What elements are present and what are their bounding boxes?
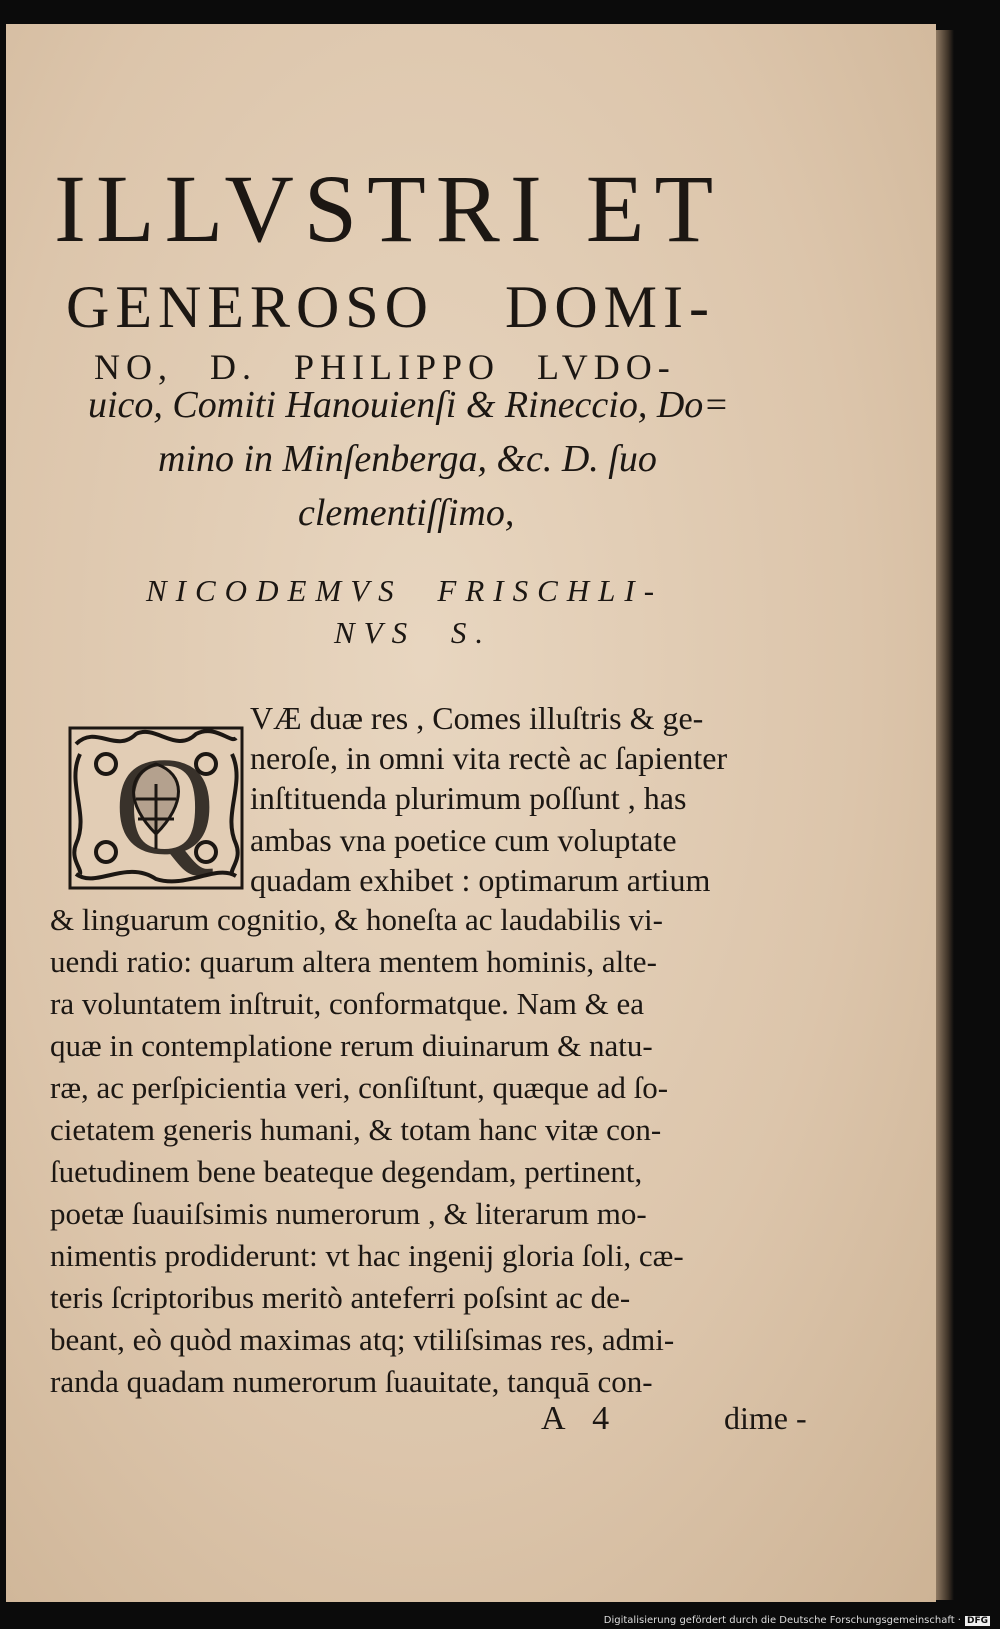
salutation-line-1: NICODEMVS FRISCHLI- xyxy=(146,573,664,608)
body-line-16: beant, eò quòd maximas atq; vtiliſsimas res, admi- xyxy=(50,1322,675,1357)
dfg-logo: DFG xyxy=(966,1616,988,1626)
heading-line-1: ILLVSTRI ET xyxy=(54,155,724,262)
signature-mark: A 4 xyxy=(541,1400,620,1437)
body-line-4: ambas vna poetice cum voluptate xyxy=(250,822,677,858)
body-line-11: cietatem generis humani, & totam hanc vitæ con- xyxy=(50,1112,662,1147)
heading-line-6: clementiſſimo, xyxy=(298,492,515,534)
body-line-6: & linguarum cognitio, & honeſta ac laudabilis vi- xyxy=(50,902,663,937)
heading-line-5: mino in Minſenberga, &c. D. ſuo xyxy=(158,438,657,480)
body-line-14: nimentis prodiderunt: vt hac ingenij gloria ſoli, cæ- xyxy=(50,1238,684,1273)
footer-text: Digitalisierung gefördert durch die Deutsche Forschungsgemeinschaft · xyxy=(603,1615,961,1626)
body-line-17: randa quadam numerorum ſuauitate, tanquā con- xyxy=(50,1364,653,1399)
body-line-10: ræ, ac perſpicientia veri, conſiſtunt, quæque ad ſo- xyxy=(50,1070,669,1105)
body-line-12: ſuetudinem bene beateque degendam, pertinent, xyxy=(50,1154,643,1189)
heading-line-4: uico, Comiti Hanouienſi & Rineccio, Do= xyxy=(88,384,729,426)
body-line-7: uendi ratio: quarum altera mentem hominis, alte- xyxy=(50,944,657,979)
body-line-8: ra voluntatem inſtruit, conformatque. Nam & ea xyxy=(50,986,644,1021)
heading-line-3: NO, D. PHILIPPO LVDO- xyxy=(94,347,676,387)
body-line-5: quadam exhibet : optimarum artium xyxy=(250,862,711,898)
body-line-13: poetæ ſuauiſsimis numerorum , & literarum mo- xyxy=(50,1196,647,1231)
body-line-9: quæ in contemplatione rerum diuinarum & natu- xyxy=(50,1028,653,1063)
body-line-1: VÆ duæ res , Comes illuſtris & ge- xyxy=(250,700,704,736)
body-line-3: inſtituenda plurimum poſſunt , has xyxy=(250,780,687,816)
page-edge-shadow xyxy=(936,30,954,1600)
salutation-line-2: NVS S. xyxy=(334,615,493,650)
heading-line-2: GENEROSO DOMI- xyxy=(66,274,715,340)
digitization-footer xyxy=(604,1615,990,1626)
book-page xyxy=(6,24,936,1602)
initial-letter: Q xyxy=(114,729,216,884)
decorated-initial xyxy=(66,724,246,892)
body-line-15: teris ſcriptoribus meritò anteferri poſsint ac de- xyxy=(50,1280,631,1315)
body-line-2: neroſe, in omni vita rectè ac ſapienter xyxy=(250,740,728,776)
catchword: dime - xyxy=(724,1400,807,1436)
